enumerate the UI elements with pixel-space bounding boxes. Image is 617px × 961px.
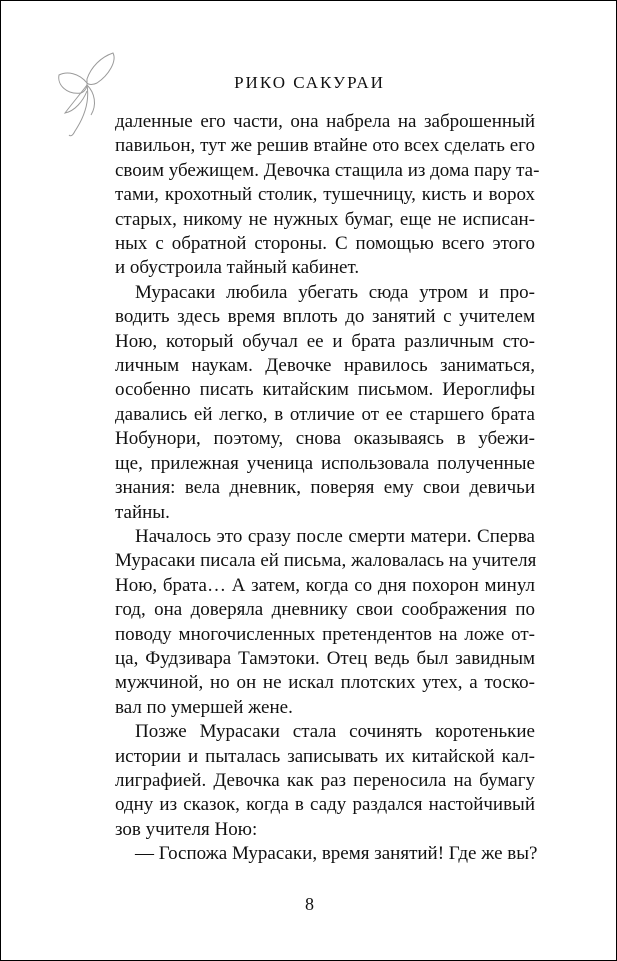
text-line: знания: вела дневник, поверяя ему свои девичьи	[115, 477, 535, 499]
text-line: вал по умершей жене.	[115, 696, 293, 718]
text-line: истории и пыталась записывать их китайской кал-	[115, 745, 535, 767]
text-line: ца, Фудзивара Тамэтоки. Отец ведь был завидным	[115, 647, 535, 669]
text-line: Ною, брата… А затем, когда со дня похорон минул	[115, 574, 535, 596]
text-line: год, она доверяла дневнику свои соображения по	[115, 599, 535, 621]
text-line: ных с обратной стороны. С помощью всего этого	[115, 233, 535, 255]
text-line: даленные его части, она набрела на заброшенный	[115, 111, 535, 132]
text-line: своим убежищем. Девочка стащила из дома пару та-	[115, 159, 540, 181]
text-line: зов учителя Ною:	[115, 818, 258, 840]
text-line: Началось это сразу после смерти матери. Сперва	[135, 525, 535, 547]
text-line: Ною, который обучал ее и брата различным сто-	[115, 330, 535, 352]
text-line: ще, прилежная ученица использовала полученные	[115, 452, 535, 474]
text-line: одну из сказок, когда в саду раздался настойчивый	[115, 794, 535, 816]
text-line: давались ей легко, в отличие от ее старшего брата	[115, 403, 535, 425]
text-line: водить здесь время вплоть до занятий с учителем	[115, 306, 535, 328]
running-head: РИКО САКУРАИ	[234, 73, 385, 92]
text-line: Мурасаки любила убегать сюда утром и про-	[135, 281, 535, 303]
text-line: тайны.	[115, 501, 170, 523]
text-line: тами, крохотный столик, тушечницу, кисть и ворох	[115, 184, 535, 206]
text-line: Позже Мурасаки стала сочинять коротенькие	[135, 721, 535, 743]
text-line: личным наукам. Девочке нравилось заниматься,	[115, 355, 535, 377]
text-line: мужчиной, но он не искал плотских утех, а тоско-	[115, 672, 535, 694]
page-number: 8	[305, 894, 314, 914]
butterfly-icon	[51, 49, 121, 141]
text-line: Мурасаки писала ей письма, жаловалась на учителя	[115, 550, 537, 572]
body-text	[115, 110, 540, 867]
text-line: поводу многочисленных претендентов на ложе от-	[115, 623, 535, 645]
text-line: Нобунори, поэтому, снова оказываясь в убежи-	[115, 428, 535, 450]
text-line: лиграфией. Девочка как раз переносила на бумагу	[115, 769, 535, 791]
dialogue-line: — Госпожа Мурасаки, время занятий! Где же вы?	[135, 843, 538, 865]
text-line: старых, никому не нужных бумаг, еще не исписан-	[115, 208, 535, 230]
text-line: павильон, тут же решив втайне ото всех сделать его	[115, 135, 535, 157]
text-line: особенно писать китайским письмом. Иероглифы	[115, 379, 535, 401]
text-line: и обустроила тайный кабинет.	[115, 257, 360, 279]
